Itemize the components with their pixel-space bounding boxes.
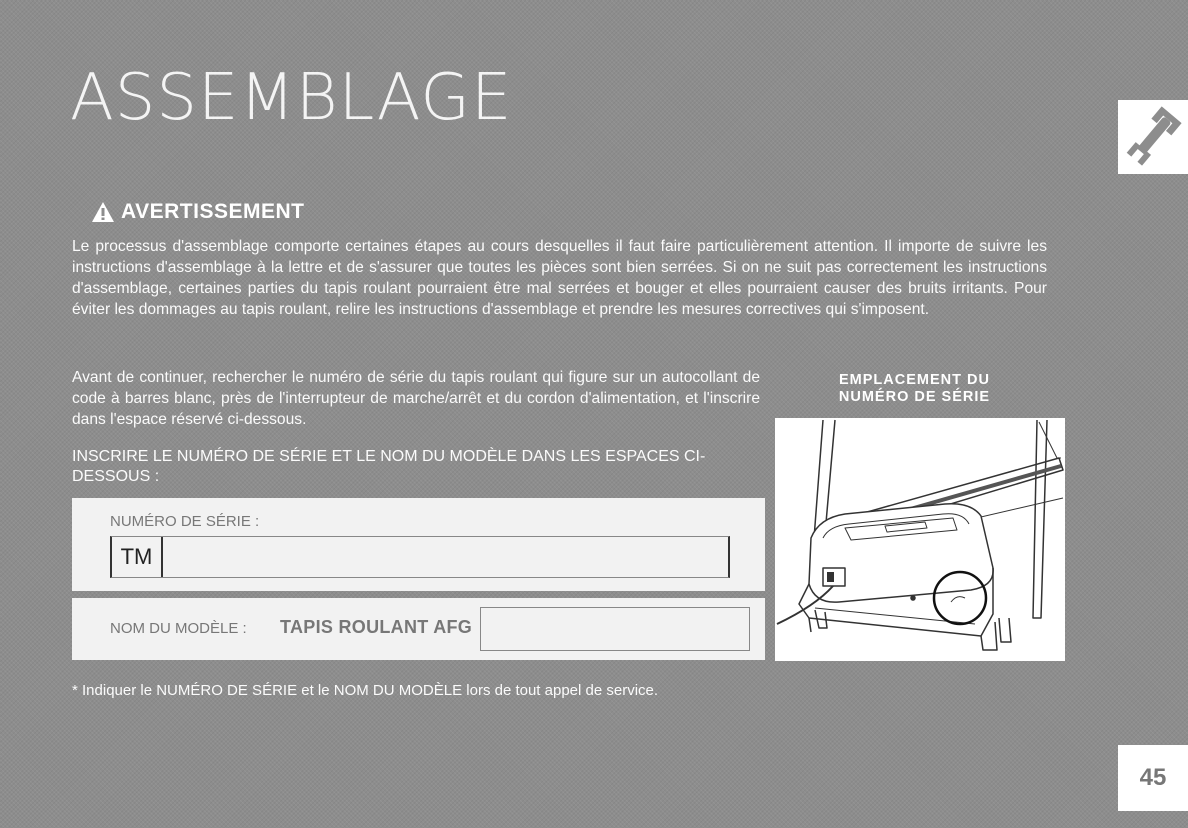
model-name-field[interactable] — [480, 607, 750, 651]
treadmill-drawing — [775, 418, 1065, 661]
footnote: * Indiquer le NUMÉRO DE SÉRIE et le NOM DU MODÈLE lors de tout appel de service. — [72, 682, 659, 699]
serial-location-label-line1: EMPLACEMENT DU — [839, 372, 990, 388]
page-number: 45 — [1118, 745, 1188, 811]
page-title: ASSEMBLAGE — [70, 61, 513, 135]
serial-location-label — [812, 372, 1017, 406]
serial-number-box — [72, 498, 765, 591]
serial-intro-text: Avant de continuer, rechercher le numéro de série du tapis roulant qui figure sur un autocollant de code à barres blanc, près de l'interrupteur de marche/arrêt et du cordon d'alimentation, et l'inscrire dans l'espace réservé ci-dessous. — [72, 369, 760, 428]
serial-number-field[interactable] — [110, 536, 730, 578]
warning-body: Le processus d'assemblage comporte certaines étapes au cours desquelles il faut faire particulièrement attention. Il importe de suivre les instructions d'assemblage à la lettre et de s'assurer que toutes les pièces sont bien serrées. Si on ne suit pas correctement les instructions d'assemblage, certaines parties du tapis roulant pourraient être mal serrées et bouger et elles pourraient causer des bruits irritants. Pour éviter les dommages au tapis roulant, relire les instructions d'assemblage et prendre les mesures correctives qui s'imposent. — [72, 238, 1047, 318]
model-name-value: TAPIS ROULANT AFG — [280, 617, 473, 637]
model-name-label: NOM DU MODÈLE : — [110, 620, 247, 637]
inscribe-instruction: INSCRIRE LE NUMÉRO DE SÉRIE ET LE NOM DU MODÈLE DANS LES ESPACES CI-DESSOUS : — [72, 448, 706, 485]
treadmill-illustration — [775, 418, 1065, 661]
warning-heading — [91, 200, 304, 224]
warning-triangle-icon — [91, 201, 115, 223]
warning-heading-text: AVERTISSEMENT — [121, 200, 305, 223]
serial-number-label: NUMÉRO DE SÉRIE : — [110, 513, 260, 530]
serial-location-label-line2: NUMÉRO DE SÉRIE — [838, 389, 991, 405]
wrench-icon — [1118, 100, 1188, 174]
model-name-box — [72, 598, 765, 660]
serial-number-prefix: TM — [112, 537, 163, 577]
section-tab — [1118, 100, 1188, 174]
